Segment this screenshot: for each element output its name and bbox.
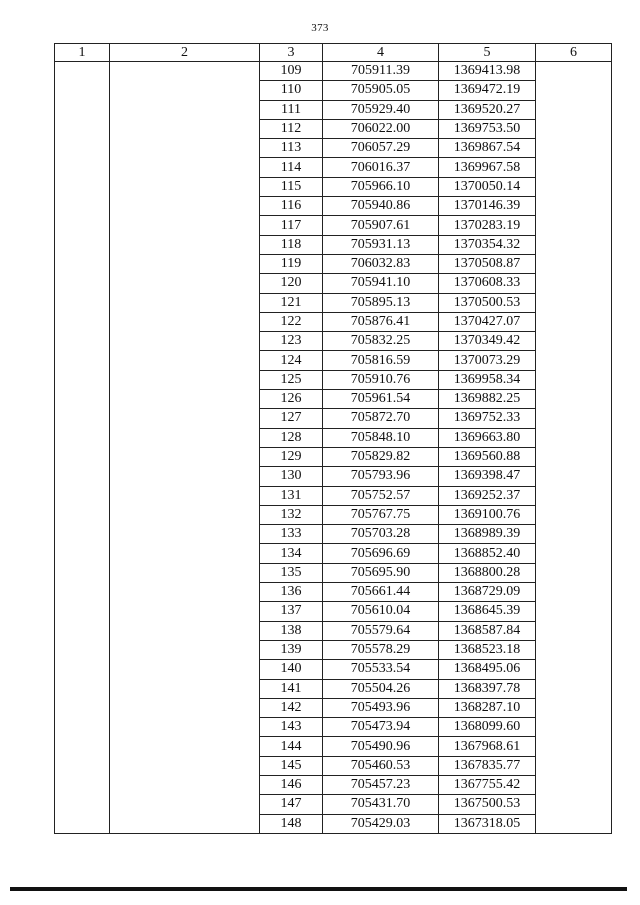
y-coordinate-cell: 1369867.54 <box>439 139 536 158</box>
x-coordinate-cell: 705910.76 <box>323 370 439 389</box>
y-coordinate-cell: 1370073.29 <box>439 351 536 370</box>
x-coordinate-cell: 705493.96 <box>323 698 439 717</box>
x-coordinate-cell: 705793.96 <box>323 467 439 486</box>
x-coordinate-cell: 705578.29 <box>323 640 439 659</box>
y-coordinate-cell: 1369752.33 <box>439 409 536 428</box>
point-number-cell: 116 <box>260 197 323 216</box>
point-number-cell: 126 <box>260 390 323 409</box>
y-coordinate-cell: 1368645.39 <box>439 602 536 621</box>
y-coordinate-cell: 1369663.80 <box>439 428 536 447</box>
x-coordinate-cell: 705966.10 <box>323 177 439 196</box>
point-number-cell: 135 <box>260 563 323 582</box>
y-coordinate-cell: 1370050.14 <box>439 177 536 196</box>
point-number-cell: 111 <box>260 100 323 119</box>
x-coordinate-cell: 705905.05 <box>323 81 439 100</box>
y-coordinate-cell: 1370427.07 <box>439 312 536 331</box>
y-coordinate-cell: 1370354.32 <box>439 235 536 254</box>
x-coordinate-cell: 705872.70 <box>323 409 439 428</box>
point-number-cell: 148 <box>260 814 323 833</box>
point-number-cell: 114 <box>260 158 323 177</box>
point-number-cell: 118 <box>260 235 323 254</box>
point-number-cell: 143 <box>260 718 323 737</box>
column-header-2: 2 <box>110 44 260 62</box>
y-coordinate-cell: 1368397.78 <box>439 679 536 698</box>
x-coordinate-cell: 705429.03 <box>323 814 439 833</box>
x-coordinate-cell: 705767.75 <box>323 505 439 524</box>
y-coordinate-cell: 1368729.09 <box>439 583 536 602</box>
point-number-cell: 124 <box>260 351 323 370</box>
x-coordinate-cell: 705876.41 <box>323 312 439 331</box>
point-number-cell: 145 <box>260 756 323 775</box>
x-coordinate-cell: 705504.26 <box>323 679 439 698</box>
y-coordinate-cell: 1370608.33 <box>439 274 536 293</box>
point-number-cell: 130 <box>260 467 323 486</box>
column-header-5: 5 <box>439 44 536 62</box>
x-coordinate-cell: 705816.59 <box>323 351 439 370</box>
y-coordinate-cell: 1368523.18 <box>439 640 536 659</box>
x-coordinate-cell: 705929.40 <box>323 100 439 119</box>
point-number-cell: 131 <box>260 486 323 505</box>
y-coordinate-cell: 1368989.39 <box>439 525 536 544</box>
y-coordinate-cell: 1369958.34 <box>439 370 536 389</box>
x-coordinate-cell: 706022.00 <box>323 119 439 138</box>
y-coordinate-cell: 1369413.98 <box>439 62 536 81</box>
x-coordinate-cell: 705457.23 <box>323 775 439 794</box>
point-number-cell: 136 <box>260 583 323 602</box>
x-coordinate-cell: 705431.70 <box>323 795 439 814</box>
x-coordinate-cell: 705895.13 <box>323 293 439 312</box>
x-coordinate-cell: 705579.64 <box>323 621 439 640</box>
empty-cell-col-6 <box>536 62 612 834</box>
y-coordinate-cell: 1368800.28 <box>439 563 536 582</box>
y-coordinate-cell: 1367500.53 <box>439 795 536 814</box>
x-coordinate-cell: 705610.04 <box>323 602 439 621</box>
column-header-3: 3 <box>260 44 323 62</box>
y-coordinate-cell: 1369560.88 <box>439 447 536 466</box>
x-coordinate-cell: 706057.29 <box>323 139 439 158</box>
coordinates-table <box>54 43 612 834</box>
y-coordinate-cell: 1370146.39 <box>439 197 536 216</box>
x-coordinate-cell: 705695.90 <box>323 563 439 582</box>
x-coordinate-cell: 705533.54 <box>323 660 439 679</box>
point-number-cell: 141 <box>260 679 323 698</box>
y-coordinate-cell: 1367968.61 <box>439 737 536 756</box>
x-coordinate-cell: 705473.94 <box>323 718 439 737</box>
point-number-cell: 132 <box>260 505 323 524</box>
point-number-cell: 110 <box>260 81 323 100</box>
point-number-cell: 127 <box>260 409 323 428</box>
point-number-cell: 147 <box>260 795 323 814</box>
y-coordinate-cell: 1368099.60 <box>439 718 536 737</box>
y-coordinate-cell: 1369398.47 <box>439 467 536 486</box>
x-coordinate-cell: 705752.57 <box>323 486 439 505</box>
empty-cell-col-2 <box>110 62 260 834</box>
y-coordinate-cell: 1368587.84 <box>439 621 536 640</box>
y-coordinate-cell: 1367318.05 <box>439 814 536 833</box>
point-number-cell: 129 <box>260 447 323 466</box>
column-header-6: 6 <box>536 44 612 62</box>
x-coordinate-cell: 705940.86 <box>323 197 439 216</box>
point-number-cell: 109 <box>260 62 323 81</box>
x-coordinate-cell: 705661.44 <box>323 583 439 602</box>
y-coordinate-cell: 1370508.87 <box>439 254 536 273</box>
point-number-cell: 112 <box>260 119 323 138</box>
x-coordinate-cell: 706032.83 <box>323 254 439 273</box>
y-coordinate-cell: 1367755.42 <box>439 775 536 794</box>
point-number-cell: 119 <box>260 254 323 273</box>
y-coordinate-cell: 1370349.42 <box>439 332 536 351</box>
point-number-cell: 121 <box>260 293 323 312</box>
column-header-4: 4 <box>323 44 439 62</box>
y-coordinate-cell: 1369100.76 <box>439 505 536 524</box>
point-number-cell: 113 <box>260 139 323 158</box>
point-number-cell: 142 <box>260 698 323 717</box>
point-number-cell: 128 <box>260 428 323 447</box>
y-coordinate-cell: 1368287.10 <box>439 698 536 717</box>
point-number-cell: 138 <box>260 621 323 640</box>
point-number-cell: 123 <box>260 332 323 351</box>
y-coordinate-cell: 1369252.37 <box>439 486 536 505</box>
point-number-cell: 120 <box>260 274 323 293</box>
point-number-cell: 122 <box>260 312 323 331</box>
table-body <box>55 62 612 834</box>
y-coordinate-cell: 1369753.50 <box>439 119 536 138</box>
y-coordinate-cell: 1368495.06 <box>439 660 536 679</box>
y-coordinate-cell: 1369967.58 <box>439 158 536 177</box>
x-coordinate-cell: 705848.10 <box>323 428 439 447</box>
empty-cell-col-1 <box>55 62 110 834</box>
point-number-cell: 139 <box>260 640 323 659</box>
x-coordinate-cell: 705961.54 <box>323 390 439 409</box>
x-coordinate-cell: 705490.96 <box>323 737 439 756</box>
x-coordinate-cell: 705907.61 <box>323 216 439 235</box>
table-row <box>55 62 612 81</box>
x-coordinate-cell: 705911.39 <box>323 62 439 81</box>
point-number-cell: 125 <box>260 370 323 389</box>
x-coordinate-cell: 706016.37 <box>323 158 439 177</box>
x-coordinate-cell: 705460.53 <box>323 756 439 775</box>
point-number-cell: 144 <box>260 737 323 756</box>
point-number-cell: 146 <box>260 775 323 794</box>
x-coordinate-cell: 705832.25 <box>323 332 439 351</box>
point-number-cell: 115 <box>260 177 323 196</box>
x-coordinate-cell: 705703.28 <box>323 525 439 544</box>
page-number: 373 <box>311 22 329 34</box>
header-row <box>55 44 612 62</box>
x-coordinate-cell: 705941.10 <box>323 274 439 293</box>
point-number-cell: 140 <box>260 660 323 679</box>
x-coordinate-cell: 705829.82 <box>323 447 439 466</box>
column-header-1: 1 <box>55 44 110 62</box>
point-number-cell: 133 <box>260 525 323 544</box>
footer-rule <box>10 887 627 891</box>
x-coordinate-cell: 705696.69 <box>323 544 439 563</box>
y-coordinate-cell: 1370500.53 <box>439 293 536 312</box>
y-coordinate-cell: 1369520.27 <box>439 100 536 119</box>
y-coordinate-cell: 1369472.19 <box>439 81 536 100</box>
y-coordinate-cell: 1367835.77 <box>439 756 536 775</box>
point-number-cell: 134 <box>260 544 323 563</box>
point-number-cell: 137 <box>260 602 323 621</box>
x-coordinate-cell: 705931.13 <box>323 235 439 254</box>
y-coordinate-cell: 1369882.25 <box>439 390 536 409</box>
y-coordinate-cell: 1370283.19 <box>439 216 536 235</box>
point-number-cell: 117 <box>260 216 323 235</box>
y-coordinate-cell: 1368852.40 <box>439 544 536 563</box>
